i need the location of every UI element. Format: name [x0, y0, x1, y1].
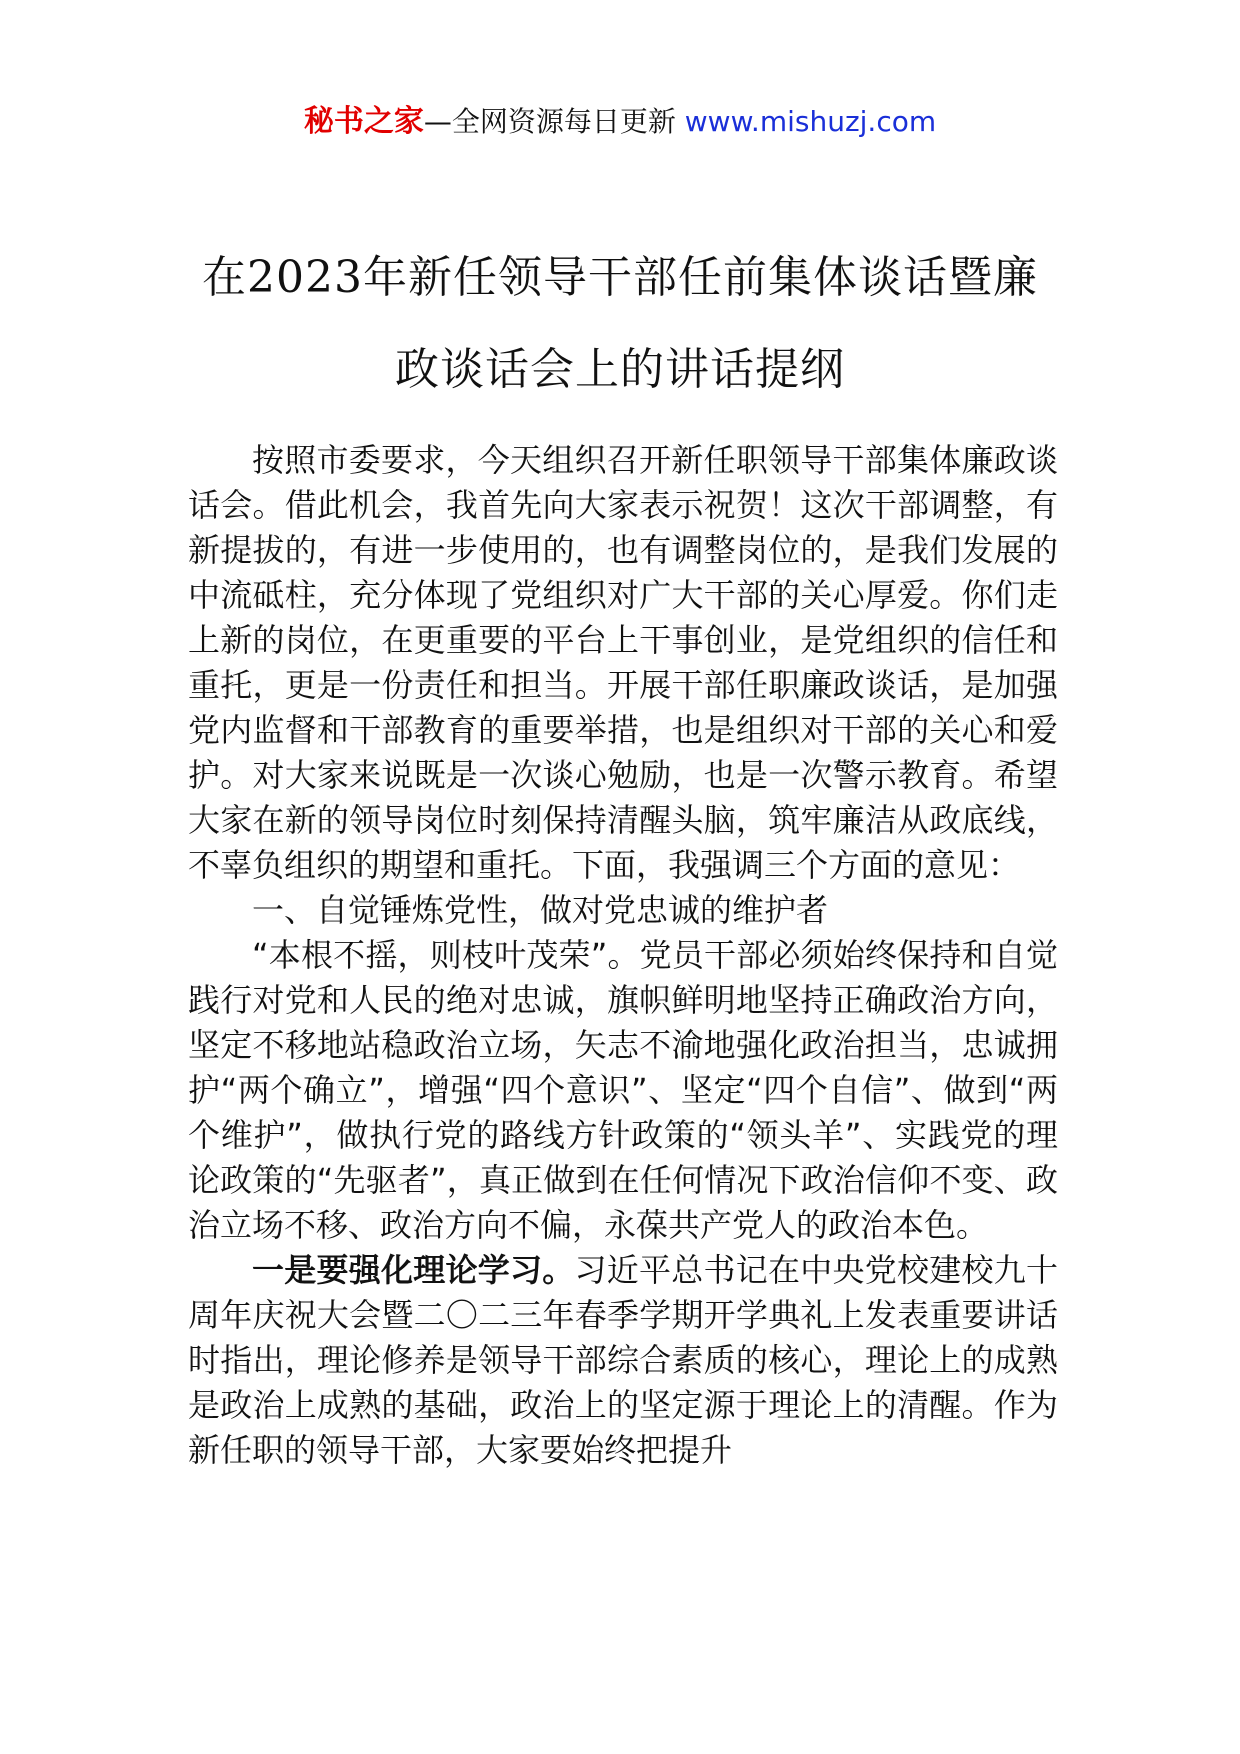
- title-line-2: 政谈话会上的讲话提纲: [395, 344, 845, 395]
- title-line-1: 在2023年新任领导干部任前集体谈话暨廉: [202, 252, 1038, 303]
- site-header: [0, 102, 1240, 142]
- document-title: [160, 232, 1080, 416]
- header-tagline: —全网资源每日更新: [423, 105, 685, 138]
- point-1-lead: 一是要强化理论学习。: [252, 1251, 575, 1289]
- intro-paragraph: 按照市委要求，今天组织召开新任职领导干部集体廉政谈话会。借此机会，我首先向大家表示祝贺！这次干部调整，有新提拔的，有进一步使用的，也有调整岗位的，是我们发展的中流砥柱，充分体现了党组织对广大干部的关心厚爱。你们走上新的岗位，在更重要的平台上干事创业，是党组织的信任和重托，更是一份责任和担当。开展干部任职廉政谈话，是加强党内监督和干部教育的重要举措，也是组织对干部的关心和爱护。对大家来说既是一次谈心勉励，也是一次警示教育。希望大家在新的领导岗位时刻保持清醒头脑，筑牢廉洁从政底线，不辜负组织的期望和重托。下面，我强调三个方面的意见：: [188, 441, 1058, 884]
- brand-name: 秘书之家: [303, 104, 424, 139]
- point-1-text: 习近平总书记在中央党校建校九十周年庆祝大会暨二〇二三年春季学期开学典礼上发表重要讲话时指出，理论修养是领导干部综合素质的核心，理论上的成熟是政治上成熟的基础，政治上的坚定源于理论上的清醒。作为新任职的领导干部，大家要始终把提升: [188, 1251, 1058, 1469]
- section-1-paragraph: “本根不摇，则枝叶茂荣”。党员干部必须始终保持和自觉践行对党和人民的绝对忠诚，旗帜鲜明地坚持正确政治方向，坚定不移地站稳政治立场，矢志不渝地强化政治担当，忠诚拥护“两个确立”，增强“四个意识”、坚定“四个自信”、做到“两个维护”，做执行党的路线方针政策的“领头羊”、实践党的理论政策的“先驱者”，真正做到在任何情况下政治信仰不变、政治立场不移、政治方向不偏，永葆共产党人的政治本色。: [188, 936, 1058, 1244]
- document-body: [188, 438, 1058, 1473]
- site-url-link[interactable]: www.mishuzj.com: [684, 105, 937, 138]
- section-heading-1: 一、自觉锤炼党性，做对党忠诚的维护者: [252, 891, 829, 929]
- point-1-paragraph: [188, 1248, 1058, 1473]
